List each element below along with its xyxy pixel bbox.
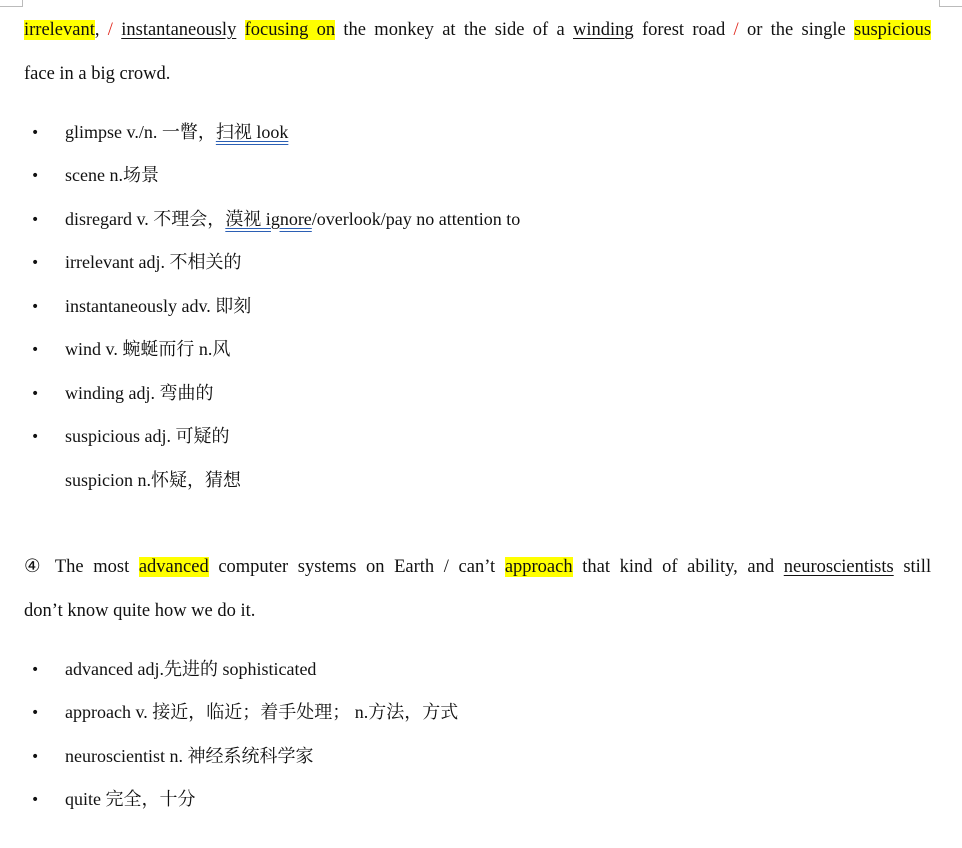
underlined-word: winding: [573, 20, 634, 40]
bullet-icon: •: [31, 662, 40, 678]
list-item-main: disregard v. 不理会，: [65, 209, 226, 229]
list-item-text: neuroscientist n. 神经系统科学家: [65, 746, 314, 766]
list-item: [0, 334, 962, 364]
list-item: [0, 654, 962, 684]
list-item-text: suspicion n.怀疑，猜想: [65, 470, 242, 490]
list-item: [0, 117, 962, 147]
bullet-icon: •: [31, 792, 40, 808]
list-item: [0, 697, 962, 727]
highlighted-phrase: focusing on: [244, 20, 336, 40]
list-item-text: quite 完全，十分: [65, 789, 196, 809]
list-item: [0, 741, 962, 771]
list-item-text: instantaneously adv. 即刻: [65, 296, 252, 316]
list-item-text: irrelevant adj. 不相关的: [65, 252, 242, 272]
highlighted-word: approach: [504, 557, 573, 577]
list-item: [0, 421, 962, 451]
highlighted-word: suspicious: [854, 20, 932, 40]
text-run: The most: [54, 557, 130, 577]
list-item: [0, 204, 962, 234]
text-run: or the single: [746, 20, 846, 40]
circled-number: ④: [24, 557, 46, 577]
list-item: [0, 784, 962, 814]
list-item-text: approach v. 接近，临近；着手处理； n.方法，方式: [65, 702, 459, 722]
bullet-icon: •: [31, 705, 40, 721]
paragraph-1-line-1: [24, 8, 931, 52]
text-run: that kind of ability, and: [582, 557, 775, 577]
paragraph-1: [24, 8, 931, 96]
list-item-main: glimpse v./n. 一瞥，: [65, 122, 216, 142]
comma: ,: [94, 20, 100, 40]
text-run: the monkey at the side of a: [343, 20, 565, 40]
red-slash: /: [107, 20, 113, 40]
page-corner-mark-right: [939, 0, 962, 7]
text-run: forest road: [641, 20, 726, 40]
bullet-icon: •: [31, 125, 40, 141]
bullet-icon: •: [31, 255, 40, 271]
text-run: still: [903, 557, 932, 577]
bullet-icon: •: [31, 386, 40, 402]
paragraph-2: [24, 545, 931, 633]
underlined-note: 扫视 look: [215, 122, 289, 142]
list-item-tail: /overlook/pay no attention to: [311, 209, 521, 229]
underlined-word: neuroscientists: [783, 557, 894, 577]
list-item-text: winding adj. 弯曲的: [65, 383, 214, 403]
paragraph-2-line-2: don’t know quite how we do it.: [24, 601, 256, 621]
list-item-text: advanced adj.先进的 sophisticated: [65, 659, 317, 679]
underlined-note: 漠视 ignore: [225, 209, 312, 229]
list-item-text: wind v. 蜿蜒而行 n.风: [65, 339, 231, 359]
highlighted-word: irrelevant: [24, 20, 95, 40]
list-item-text: suspicious adj. 可疑的: [65, 426, 230, 446]
bullet-icon: •: [31, 168, 40, 184]
list-item-text: scene n.场景: [65, 165, 159, 185]
bullet-icon: •: [31, 749, 40, 765]
bullet-icon: •: [31, 342, 40, 358]
list-item-text: [65, 117, 288, 147]
list-item: [0, 160, 962, 190]
red-slash: /: [733, 20, 739, 40]
list-item: [0, 291, 962, 321]
bullet-icon: •: [31, 299, 40, 315]
bullet-icon: •: [31, 212, 40, 228]
page-corner-mark-left: [0, 0, 23, 7]
text-run: computer systems on Earth / can’t: [218, 557, 496, 577]
underlined-word: instantaneously: [121, 20, 237, 40]
list-item: [0, 247, 962, 277]
list-item-continuation: [0, 465, 962, 495]
highlighted-word: advanced: [138, 557, 209, 577]
bullet-icon: •: [31, 429, 40, 445]
list-item: [0, 378, 962, 408]
list-item-text: [65, 204, 520, 234]
paragraph-2-line-1: [24, 545, 931, 589]
paragraph-1-line-2: face in a big crowd.: [24, 64, 171, 84]
